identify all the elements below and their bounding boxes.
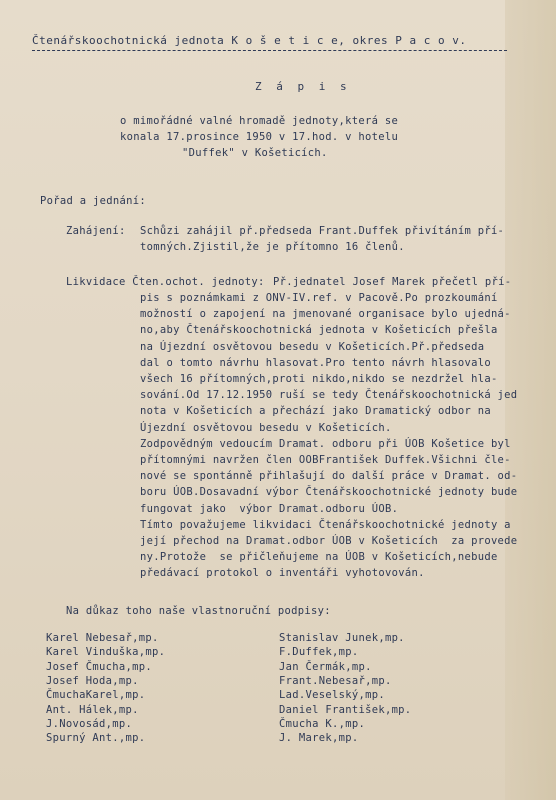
liquidation-line: sování.Od 17.12.1950 ruší se tedy Čtenářskoochotnická jed [140,389,518,402]
liquidation-line: přítomnými navržen člen OOBFrantišek Duffek.Všichni čle- [140,454,511,466]
liquidation-line: nové se spontánně přihlašují do další práce v Dramat. od- [140,470,518,483]
signatures-intro: Na důkaz toho naše vlastnoruční podpisy: [66,605,331,617]
liquidation-line: Zodpovědným vedoucím Dramat. odboru při ÚOB Košetice byl [140,437,511,450]
liquidation-line: na Újezdní osvětovou besedu v Košeticích.Př.předseda [140,340,485,353]
opening-line: Schůzi zahájil př.předseda Frant.Duffek přivítáním pří- [140,225,505,237]
signature-entry: Stanislav Junek,mp. [279,632,405,644]
liquidation-line: její přechod na Dramat.odbor ÚOB v Košeticích za provede [140,535,518,547]
signature-entry: Spurný Ant.,mp. [46,732,146,745]
liquidation-line: pis s poznámkami z ONV-IV.ref. v Pacově.Po prozkoumání [140,292,498,304]
liquidation-line: možností o zapojení na jmenované organisace bylo ujedná- [140,308,511,321]
document-title: Z á p i s [255,80,351,93]
signature-entry: F.Duffek,mp. [279,646,359,659]
signature-entry: Josef Čmucha,mp. [46,660,152,673]
intro-line: konala 17.prosince 1950 v 17.hod. v hotelu [120,131,399,143]
liquidation-line: fungovat jako výbor Dramat.odboru ÚOB. [140,502,399,515]
opening-line: tomných.Zjistil,že je přítomno 16 členů. [140,241,405,253]
signature-entry: Karel Nebesař,mp. [46,632,159,644]
liquidation-line: předávací protokol o inventáři vyhotovován. [140,567,425,580]
liquidation-line: nota v Košeticích a přechází jako Dramatický odbor na [140,405,491,418]
liquidation-line: ny.Protože se přičleňujeme na ÚOB v Košeticích,nebude [140,551,498,564]
signature-entry: Daniel František,mp. [279,703,412,716]
signature-entry: Ant. Hálek,mp. [46,703,139,716]
agenda-heading: Pořad a jednání: [40,195,146,207]
liquidation-label: Likvidace Čten.ochot. jednoty: [66,276,265,288]
liquidation-line: no,aby Čtenářskoochotnická jednota v Košeticích přešla [140,324,498,337]
liquidation-line: boru ÚOB.Dosavadní výbor Čtenářskoochotnické jednoty bude [140,486,518,499]
signature-entry: Jan Čermák,mp. [279,660,372,673]
signature-entry: Čmucha K.,mp. [279,717,366,730]
liquidation-line: Tímto považujeme likvidaci Čtenářskoochotnické jednoty a [140,518,511,531]
signature-entry: Karel Vinduška,mp. [46,646,166,659]
intro-line: o mimořádné valné hromadě jednoty,která se [120,115,399,127]
signature-entry: Josef Hoda,mp. [46,674,139,687]
liquidation-first-line: Př.jednatel Josef Marek přečetl pří- [273,276,512,288]
signature-entry: J.Novosád,mp. [46,717,133,730]
document-header: Čtenářskoochotnická jednota K o š e t i c e, okres P a c o v. [32,34,467,47]
opening-label: Zahájení: [66,225,126,237]
intro-line: "Duffek" v Košeticích. [182,147,328,159]
signature-entry: Lad.Veselský,mp. [279,689,385,702]
signature-entry: J. Marek,mp. [279,732,359,745]
liquidation-line: všech 16 přítomných,proti nikdo,nikdo se nezdržel hla- [140,373,498,385]
header-underline [32,50,507,51]
liquidation-line: Újezdní osvětovou besedu v Košeticích. [140,421,392,434]
signature-entry: Frant.Nebesař,mp. [279,674,392,687]
liquidation-line: dal o tomto návrhu hlasovat.Pro tento návrh hlasovalo [140,356,491,369]
signature-entry: ČmuchaKarel,mp. [46,689,146,702]
